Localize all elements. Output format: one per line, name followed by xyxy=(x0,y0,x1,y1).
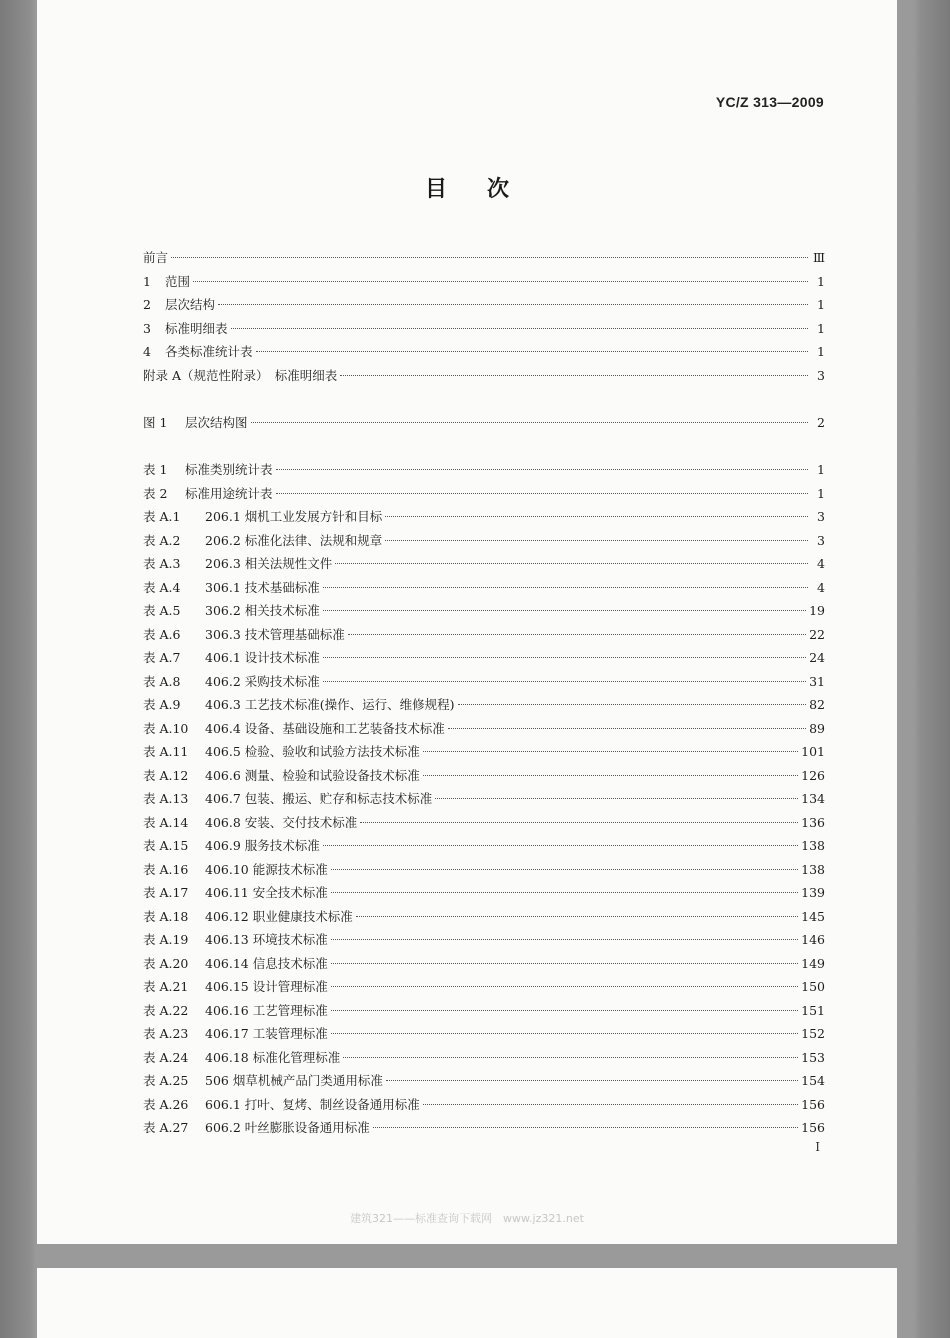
toc-entry-number: 2 xyxy=(143,297,151,312)
toc-entry-page: 126 xyxy=(801,767,825,783)
toc-entry-label: 范围 xyxy=(165,273,191,289)
toc-entry-label: 层次结构 xyxy=(165,297,216,312)
document-page xyxy=(37,0,897,1244)
toc-entry[interactable] xyxy=(143,576,825,600)
toc-group-tables xyxy=(143,458,825,1140)
toc-entry[interactable] xyxy=(143,270,825,294)
toc-group-main xyxy=(143,246,825,387)
toc-entry-number: 表 2 xyxy=(143,485,168,501)
toc-entry-label: 406.1 设计技术标准 xyxy=(205,650,320,665)
toc-entry[interactable] xyxy=(143,293,825,317)
toc-entry-number: 表 A.10 xyxy=(143,720,189,736)
toc-entry[interactable] xyxy=(143,740,825,764)
watermark: 建筑321——标准查询下载网 www.jz321.net xyxy=(350,1212,584,1225)
dot-leader xyxy=(448,728,806,729)
toc-entry-page: 3 xyxy=(817,532,825,548)
dot-leader xyxy=(331,963,798,964)
toc-entry[interactable] xyxy=(143,1093,825,1117)
dot-leader xyxy=(386,1080,798,1081)
toc-entry[interactable] xyxy=(143,458,825,482)
dot-leader xyxy=(251,422,808,423)
dot-leader xyxy=(423,751,798,752)
dot-leader xyxy=(343,1057,798,1058)
toc-entry-number: 表 A.21 xyxy=(143,979,189,994)
toc-entry[interactable] xyxy=(143,905,825,929)
toc-entry-number: 表 A.25 xyxy=(143,1073,189,1088)
dot-leader xyxy=(323,610,806,611)
toc-entry-number: 表 A.19 xyxy=(143,932,189,947)
toc-entry-label: 406.4 设备、基础设施和工艺装备技术标准 xyxy=(205,720,445,736)
toc-entry-page: 138 xyxy=(801,861,825,877)
toc-entry-page: 1 xyxy=(817,320,825,336)
dot-leader xyxy=(323,587,808,588)
dot-leader xyxy=(171,257,808,258)
toc-entry[interactable] xyxy=(143,670,825,694)
toc-entry[interactable] xyxy=(143,1022,825,1046)
dot-leader xyxy=(348,634,806,635)
toc-entry[interactable] xyxy=(143,482,825,506)
toc-entry-page: 138 xyxy=(801,838,825,853)
page-title: 目次 xyxy=(424,177,549,202)
dot-leader xyxy=(385,540,808,541)
dot-leader xyxy=(423,775,798,776)
toc-entry-number: 表 A.3 xyxy=(143,556,181,571)
toc-entry-page: 22 xyxy=(809,626,825,642)
toc-entry-page: 89 xyxy=(809,720,825,736)
dot-leader xyxy=(256,351,808,352)
toc-entry-number: 1 xyxy=(143,273,151,289)
toc-entry-label: 标准类别统计表 xyxy=(185,462,273,477)
toc-entry-label: 406.6 测量、检验和试验设备技术标准 xyxy=(205,767,420,783)
toc-entry-label: 406.10 能源技术标准 xyxy=(205,861,328,877)
toc-entry[interactable] xyxy=(143,693,825,717)
dot-leader xyxy=(323,657,806,658)
toc-entry-number: 表 A.22 xyxy=(143,1002,189,1018)
toc-entry-number: 表 A.5 xyxy=(143,603,181,618)
toc-entry-label: 606.2 叶丝膨胀设备通用标准 xyxy=(205,1120,370,1135)
toc-entry-number: 表 A.1 xyxy=(143,509,181,524)
toc-entry[interactable] xyxy=(143,599,825,623)
toc-entry-label: 406.14 信息技术标准 xyxy=(205,955,328,971)
toc-entry-page: 31 xyxy=(809,673,825,689)
dot-leader xyxy=(331,869,798,870)
toc-entry-page: 4 xyxy=(817,579,825,595)
toc-entry-label: 标准明细表 xyxy=(165,320,228,336)
toc-entry-page: 154 xyxy=(801,1073,825,1088)
toc-entry-number: 表 A.8 xyxy=(143,673,181,689)
toc-entry-label: 层次结构图 xyxy=(185,415,248,430)
toc-entry-number: 表 A.15 xyxy=(143,838,189,853)
toc-entry-page: 139 xyxy=(801,885,825,900)
toc-entry[interactable] xyxy=(143,975,825,999)
toc-entry-number: 表 A.18 xyxy=(143,908,189,924)
toc-entry[interactable] xyxy=(143,928,825,952)
toc-entry-page: 101 xyxy=(801,744,825,759)
toc-entry-page: 3 xyxy=(817,509,825,524)
toc-entry[interactable] xyxy=(143,787,825,811)
toc-entry-label: 406.16 工艺管理标准 xyxy=(205,1002,328,1018)
toc-entry-number: 表 A.7 xyxy=(143,650,181,665)
dot-leader xyxy=(231,328,808,329)
toc-entry-number: 表 A.11 xyxy=(143,744,189,759)
next-page-edge xyxy=(37,1268,897,1338)
toc-entry[interactable] xyxy=(143,646,825,670)
toc-entry-label: 前言 xyxy=(143,250,169,265)
toc-entry-number: 图 1 xyxy=(143,415,168,430)
toc-entry-number: 表 A.26 xyxy=(143,1096,189,1112)
toc-entry-page: 156 xyxy=(801,1096,825,1112)
toc-entry-number: 表 A.24 xyxy=(143,1049,189,1065)
toc-entry-number: 表 A.20 xyxy=(143,955,189,971)
dot-leader xyxy=(323,681,806,682)
toc-entry-label: 各类标准统计表 xyxy=(165,344,253,359)
toc-entry-number: 表 A.6 xyxy=(143,626,181,642)
toc-entry[interactable] xyxy=(143,834,825,858)
dot-leader xyxy=(423,1104,798,1105)
dot-leader xyxy=(276,493,808,494)
toc-entry-label: 406.11 安全技术标准 xyxy=(205,885,328,900)
toc-entry-page: 156 xyxy=(801,1120,825,1135)
dot-leader xyxy=(331,986,798,987)
toc-entry-label: 306.3 技术管理基础标准 xyxy=(205,626,345,642)
toc-entry-page: 145 xyxy=(801,908,825,924)
toc-entry[interactable] xyxy=(143,552,825,576)
toc-entry-label: 406.13 环境技术标准 xyxy=(205,932,328,947)
dot-leader xyxy=(193,281,808,282)
toc-entry-page: 1 xyxy=(817,297,825,312)
toc-entry-number: 表 A.17 xyxy=(143,885,189,900)
dot-leader xyxy=(373,1127,798,1128)
toc-entry-number: 表 A.16 xyxy=(143,861,189,877)
toc-entry-number: 表 A.2 xyxy=(143,532,181,548)
toc-entry-page: 1 xyxy=(817,485,825,501)
toc-entry[interactable] xyxy=(143,246,825,270)
toc-entry-number: 表 A.13 xyxy=(143,791,189,806)
toc-entry-number: 表 A.14 xyxy=(143,814,189,830)
toc-entry-label: 206.1 烟机工业发展方针和目标 xyxy=(205,509,383,524)
dot-leader xyxy=(331,1010,798,1011)
dot-leader xyxy=(435,798,798,799)
dot-leader xyxy=(340,375,808,376)
dot-leader xyxy=(458,704,807,705)
dot-leader xyxy=(218,304,808,305)
toc-entry-page: Ⅲ xyxy=(812,250,825,265)
toc-entry[interactable] xyxy=(143,1069,825,1093)
toc-entry-label: 406.12 职业健康技术标准 xyxy=(205,908,353,924)
toc-entry-number: 4 xyxy=(143,344,151,359)
toc-entry-number: 表 A.9 xyxy=(143,697,181,712)
toc-entry[interactable] xyxy=(143,317,825,341)
toc-entry[interactable] xyxy=(143,623,825,647)
toc-entry[interactable] xyxy=(143,364,825,388)
toc-entry-label: 506 烟草机械产品门类通用标准 xyxy=(205,1073,383,1088)
toc-entry-page: 2 xyxy=(817,415,825,430)
toc-entry-page: 24 xyxy=(809,650,825,665)
toc-entry-label: 206.2 标准化法律、法规和规章 xyxy=(205,532,383,548)
toc-entry-page: 146 xyxy=(801,932,825,947)
toc-entry-label: 附录 A（规范性附录） 标准明细表 xyxy=(143,367,338,383)
toc-entry[interactable] xyxy=(143,952,825,976)
dot-leader xyxy=(356,916,798,917)
toc-entry-page: 149 xyxy=(801,955,825,971)
toc-entry-page: 153 xyxy=(801,1049,825,1065)
dot-leader xyxy=(331,892,798,893)
toc-entry-number: 表 A.4 xyxy=(143,579,181,595)
toc-entry[interactable] xyxy=(143,529,825,553)
toc-entry-number: 3 xyxy=(143,320,151,336)
dot-leader xyxy=(331,939,798,940)
toc-entry[interactable] xyxy=(143,340,825,364)
toc-entry-page: 150 xyxy=(801,979,825,994)
toc-entry[interactable] xyxy=(143,1046,825,1070)
toc-entry-page: 82 xyxy=(809,697,825,712)
toc-entry-label: 406.15 设计管理标准 xyxy=(205,979,328,994)
toc-entry-page: 134 xyxy=(801,791,825,806)
toc-entry-label: 406.17 工装管理标准 xyxy=(205,1026,328,1041)
toc-entry[interactable] xyxy=(143,764,825,788)
dot-leader xyxy=(276,469,808,470)
toc-entry[interactable] xyxy=(143,1116,825,1140)
toc-entry-page: 1 xyxy=(817,462,825,477)
toc-entry-page: 4 xyxy=(817,556,825,571)
toc-entry-label: 406.3 工艺技术标准(操作、运行、维修规程) xyxy=(205,697,455,712)
dot-leader xyxy=(331,1033,798,1034)
toc-entry-label: 406.7 包装、搬运、贮存和标志技术标准 xyxy=(205,791,433,806)
toc-entry-number: 表 1 xyxy=(143,462,168,477)
dot-leader xyxy=(335,563,808,564)
dot-leader xyxy=(323,845,798,846)
toc-entry-page: 1 xyxy=(817,344,825,359)
toc-entry-number: 表 A.23 xyxy=(143,1026,189,1041)
toc-entry[interactable] xyxy=(143,999,825,1023)
toc-entry-label: 406.2 采购技术标准 xyxy=(205,673,320,689)
toc-entry-label: 306.2 相关技术标准 xyxy=(205,603,320,618)
toc-entry[interactable] xyxy=(143,717,825,741)
toc-entry-label: 206.3 相关法规性文件 xyxy=(205,556,333,571)
toc-entry-label: 标准用途统计表 xyxy=(185,485,273,501)
toc-entry-page: 1 xyxy=(817,273,825,289)
toc-entry[interactable] xyxy=(143,505,825,529)
toc-entry-page: 152 xyxy=(801,1026,825,1041)
toc-entry-label: 406.18 标准化管理标准 xyxy=(205,1049,341,1065)
toc-entry[interactable] xyxy=(143,811,825,835)
standard-code: YC/Z 313—2009 xyxy=(715,94,824,110)
toc-entry[interactable] xyxy=(143,881,825,905)
toc-entry-label: 606.1 打叶、复烤、制丝设备通用标准 xyxy=(205,1096,420,1112)
toc-entry-label: 406.5 检验、验收和试验方法技术标准 xyxy=(205,744,420,759)
toc-entry-label: 406.8 安装、交付技术标准 xyxy=(205,814,358,830)
toc-entry-page: 19 xyxy=(809,603,825,618)
toc-entry-label: 406.9 服务技术标准 xyxy=(205,838,320,853)
toc-entry-label: 306.1 技术基础标准 xyxy=(205,579,320,595)
page-number: I xyxy=(815,1140,820,1154)
dot-leader xyxy=(360,822,798,823)
dot-leader xyxy=(385,516,808,517)
toc-entry-number: 表 A.12 xyxy=(143,767,189,783)
toc-entry-page: 3 xyxy=(817,367,825,383)
toc-entry-page: 151 xyxy=(801,1002,825,1018)
toc-entry-number: 表 A.27 xyxy=(143,1120,189,1135)
toc-entry[interactable] xyxy=(143,858,825,882)
toc-entry-page: 136 xyxy=(801,814,825,830)
toc-group-figures xyxy=(143,411,825,435)
toc-entry[interactable] xyxy=(143,411,825,435)
